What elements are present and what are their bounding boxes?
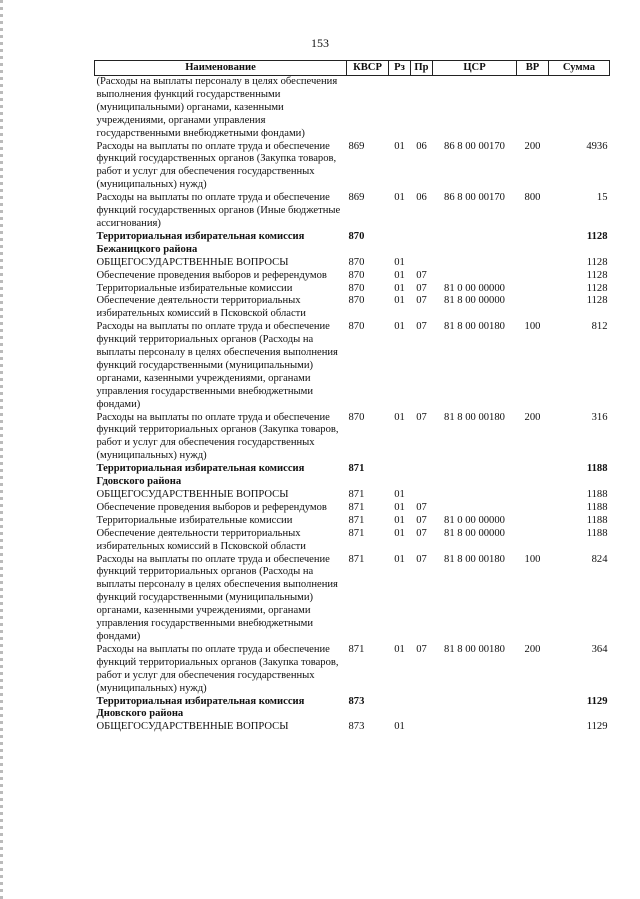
cell-pr xyxy=(411,721,433,734)
cell-kvsr: 871 xyxy=(348,527,365,539)
header-vr: ВР xyxy=(517,61,549,76)
cell-csr: 81 0 00 00000 xyxy=(444,514,505,526)
cell-rz xyxy=(389,463,411,489)
cell-name: Территориальная избирательная комиссия Гдовского района xyxy=(96,463,305,488)
cell-csr xyxy=(433,257,517,270)
cell-vr: 200 xyxy=(524,411,541,423)
cell-sum: 1129 xyxy=(586,695,608,707)
cell-vr xyxy=(517,270,549,283)
table-row xyxy=(95,283,610,296)
cell-vr xyxy=(517,257,549,270)
cell-csr: 81 8 00 00180 xyxy=(444,411,505,423)
header-pr: Пр xyxy=(411,61,433,76)
cell-name: ОБЩЕГОСУДАРСТВЕННЫЕ ВОПРОСЫ xyxy=(96,256,289,268)
cell-kvsr: 871 xyxy=(348,501,365,513)
table-row xyxy=(95,463,610,489)
header-rz: Рз xyxy=(389,61,411,76)
cell-vr xyxy=(517,721,549,734)
cell-rz xyxy=(389,231,411,257)
cell-rz: 01 xyxy=(394,282,405,294)
table-row xyxy=(95,515,610,528)
cell-rz: 01 xyxy=(394,514,405,526)
cell-pr: 07 xyxy=(416,643,427,655)
cell-vr xyxy=(517,283,549,296)
cell-pr: 07 xyxy=(416,553,427,565)
cell-rz xyxy=(389,76,411,141)
cell-pr: 07 xyxy=(416,514,427,526)
cell-csr: 86 8 00 00170 xyxy=(444,192,505,204)
cell-pr: 07 xyxy=(416,527,427,539)
cell-csr: 81 8 00 00000 xyxy=(444,295,505,307)
cell-pr: 07 xyxy=(416,501,427,513)
cell-vr xyxy=(517,76,549,141)
cell-pr: 06 xyxy=(416,192,427,204)
table-row xyxy=(95,76,610,141)
cell-name: Территориальная избирательная комиссия Бежаницкого района xyxy=(96,230,305,255)
table-row xyxy=(95,696,610,722)
cell-name: ОБЩЕГОСУДАРСТВЕННЫЕ ВОПРОСЫ xyxy=(96,721,289,733)
cell-sum: 1129 xyxy=(586,721,608,733)
cell-rz: 01 xyxy=(394,140,405,152)
cell-sum: 1188 xyxy=(586,463,608,475)
cell-kvsr: 870 xyxy=(348,411,365,423)
cell-vr xyxy=(517,696,549,722)
cell-vr xyxy=(517,528,549,554)
table-row xyxy=(95,270,610,283)
cell-vr: 200 xyxy=(524,140,541,152)
cell-kvsr: 870 xyxy=(348,295,365,307)
cell-csr xyxy=(433,696,517,722)
cell-kvsr xyxy=(347,76,389,141)
cell-kvsr: 870 xyxy=(348,282,365,294)
cell-pr xyxy=(411,231,433,257)
cell-sum: 1188 xyxy=(586,514,608,526)
cell-csr: 81 8 00 00180 xyxy=(444,553,505,565)
header-csr: ЦСР xyxy=(433,61,517,76)
cell-sum: 1128 xyxy=(586,256,608,268)
cell-sum: 1128 xyxy=(586,269,608,281)
cell-rz: 01 xyxy=(394,256,405,268)
cell-sum: 15 xyxy=(596,192,608,204)
table-row xyxy=(95,295,610,321)
table-row xyxy=(95,192,610,231)
cell-name: Расходы на выплаты по оплате труда и обеспечение функций государственных органов (Закупка товаров, работ и услуг для обеспечения государственных (муниципальных) нужд) xyxy=(96,140,337,191)
cell-csr xyxy=(433,76,517,141)
cell-vr xyxy=(517,231,549,257)
cell-name: Территориальные избирательные комиссии xyxy=(96,282,293,294)
header-kvsr: КВСР xyxy=(347,61,389,76)
cell-sum: 824 xyxy=(591,553,608,565)
page-number: 153 xyxy=(311,36,329,50)
table-row xyxy=(95,528,610,554)
cell-kvsr: 870 xyxy=(348,230,365,242)
cell-pr xyxy=(411,76,433,141)
table-row xyxy=(95,141,610,193)
budget-table xyxy=(94,60,610,734)
cell-csr: 81 8 00 00180 xyxy=(444,643,505,655)
cell-kvsr: 871 xyxy=(348,489,365,500)
cell-pr xyxy=(411,696,433,722)
cell-pr: 07 xyxy=(416,321,427,333)
cell-rz: 01 xyxy=(394,489,405,500)
cell-vr xyxy=(517,463,549,489)
cell-pr: 07 xyxy=(416,269,427,281)
cell-rz: 01 xyxy=(394,501,405,513)
cell-vr xyxy=(517,489,549,502)
cell-csr xyxy=(433,463,517,489)
cell-sum xyxy=(549,76,610,141)
cell-csr xyxy=(433,502,517,515)
cell-csr: 81 8 00 00180 xyxy=(444,321,505,333)
cell-sum: 1188 xyxy=(586,501,608,513)
table-row xyxy=(95,257,610,270)
cell-csr xyxy=(433,270,517,283)
cell-csr: 86 8 00 00170 xyxy=(444,140,505,152)
cell-rz: 01 xyxy=(394,192,405,204)
table-row xyxy=(95,644,610,696)
cell-rz: 01 xyxy=(394,295,405,307)
cell-rz xyxy=(389,696,411,722)
table-row xyxy=(95,489,610,502)
cell-csr xyxy=(433,721,517,734)
cell-kvsr: 871 xyxy=(348,553,365,565)
header-name: Наименование xyxy=(95,61,347,76)
scan-edge-artifact xyxy=(0,0,3,899)
cell-kvsr: 871 xyxy=(348,514,365,526)
cell-rz: 01 xyxy=(394,411,405,423)
cell-rz: 01 xyxy=(394,321,405,333)
cell-sum: 4936 xyxy=(586,140,608,152)
cell-name: Обеспечение деятельности территориальных избирательных комиссий в Псковской области xyxy=(96,295,306,320)
cell-sum: 1128 xyxy=(586,282,608,294)
cell-kvsr: 869 xyxy=(348,140,365,152)
cell-csr: 81 0 00 00000 xyxy=(444,282,505,294)
cell-vr: 100 xyxy=(524,553,541,565)
cell-name: Расходы на выплаты по оплате труда и обеспечение функций территориальных органов (Расходы на выплаты персоналу в целях обеспечения выполнения функций государственными (муниципальными) органами, казенными учреждениями, органами управления государственными внебюджетными фондами) xyxy=(96,553,338,642)
cell-vr xyxy=(517,502,549,515)
table-row xyxy=(95,321,610,411)
table-row xyxy=(95,231,610,257)
cell-kvsr: 871 xyxy=(348,463,365,475)
cell-sum: 1188 xyxy=(586,527,608,539)
cell-sum: 812 xyxy=(591,321,608,333)
table-row xyxy=(95,412,610,464)
cell-pr xyxy=(411,463,433,489)
cell-csr xyxy=(433,231,517,257)
cell-name: Обеспечение проведения выборов и референдумов xyxy=(96,269,327,281)
cell-name: Обеспечение проведения выборов и референдумов xyxy=(96,501,327,513)
cell-vr xyxy=(517,295,549,321)
cell-name: Расходы на выплаты по оплате труда и обеспечение функций государственных органов (Иные бюджетные ассигнования) xyxy=(96,192,341,229)
cell-vr: 100 xyxy=(524,321,541,333)
cell-name: Расходы на выплаты по оплате труда и обеспечение функций территориальных органов (Закупка товаров, работ и услуг для обеспечения государственных (муниципальных) нужд) xyxy=(96,643,339,694)
cell-name: Территориальные избирательные комиссии xyxy=(96,514,293,526)
cell-kvsr: 873 xyxy=(348,721,365,733)
cell-rz: 01 xyxy=(394,643,405,655)
cell-rz: 01 xyxy=(394,269,405,281)
cell-rz: 01 xyxy=(394,553,405,565)
table-header-row xyxy=(95,61,610,76)
table-row xyxy=(95,502,610,515)
cell-vr: 800 xyxy=(524,192,541,204)
cell-vr xyxy=(517,515,549,528)
cell-rz: 01 xyxy=(394,721,405,733)
cell-sum: 1128 xyxy=(586,230,608,242)
cell-kvsr: 871 xyxy=(348,643,365,655)
cell-name: Расходы на выплаты по оплате труда и обеспечение функций территориальных органов (Закупка товаров, работ и услуг для обеспечения государственных (муниципальных) нужд) xyxy=(96,411,339,462)
cell-sum: 1188 xyxy=(586,489,608,500)
cell-pr xyxy=(411,257,433,270)
header-sum: Сумма xyxy=(549,61,610,76)
cell-csr: 81 8 00 00000 xyxy=(444,527,505,539)
cell-kvsr: 870 xyxy=(348,269,365,281)
cell-csr xyxy=(433,489,517,502)
cell-pr xyxy=(411,489,433,502)
cell-name: Обеспечение деятельности территориальных избирательных комиссий в Псковской области xyxy=(96,527,306,552)
cell-pr: 07 xyxy=(416,411,427,423)
cell-kvsr: 870 xyxy=(348,256,365,268)
cell-pr: 06 xyxy=(416,140,427,152)
cell-name: ОБЩЕГОСУДАРСТВЕННЫЕ ВОПРОСЫ xyxy=(96,489,289,500)
cell-rz: 01 xyxy=(394,527,405,539)
cell-sum: 1128 xyxy=(586,295,608,307)
cell-kvsr: 869 xyxy=(348,192,365,204)
cell-sum: 364 xyxy=(591,643,608,655)
cell-name: Территориальная избирательная комиссия Дновского района xyxy=(96,695,305,720)
cell-pr: 07 xyxy=(416,282,427,294)
cell-pr: 07 xyxy=(416,295,427,307)
cell-name: Расходы на выплаты по оплате труда и обеспечение функций территориальных органов (Расходы на выплаты персоналу в целях обеспечения выполнения функций государственными (муниципальными) органами, казенными учреждениями, органами управления государственными внебюджетными фондами) xyxy=(96,321,338,410)
cell-name: (Расходы на выплаты персоналу в целях обеспечения выполнения функций государственными (муниципальными) органами, казенными учреждениями, органами управления государственными внебюджетными фондами) xyxy=(96,76,338,139)
cell-vr: 200 xyxy=(524,643,541,655)
cell-sum: 316 xyxy=(591,411,608,423)
cell-kvsr: 873 xyxy=(348,695,365,707)
table-row xyxy=(95,721,610,734)
table-row xyxy=(95,554,610,644)
cell-kvsr: 870 xyxy=(348,321,365,333)
